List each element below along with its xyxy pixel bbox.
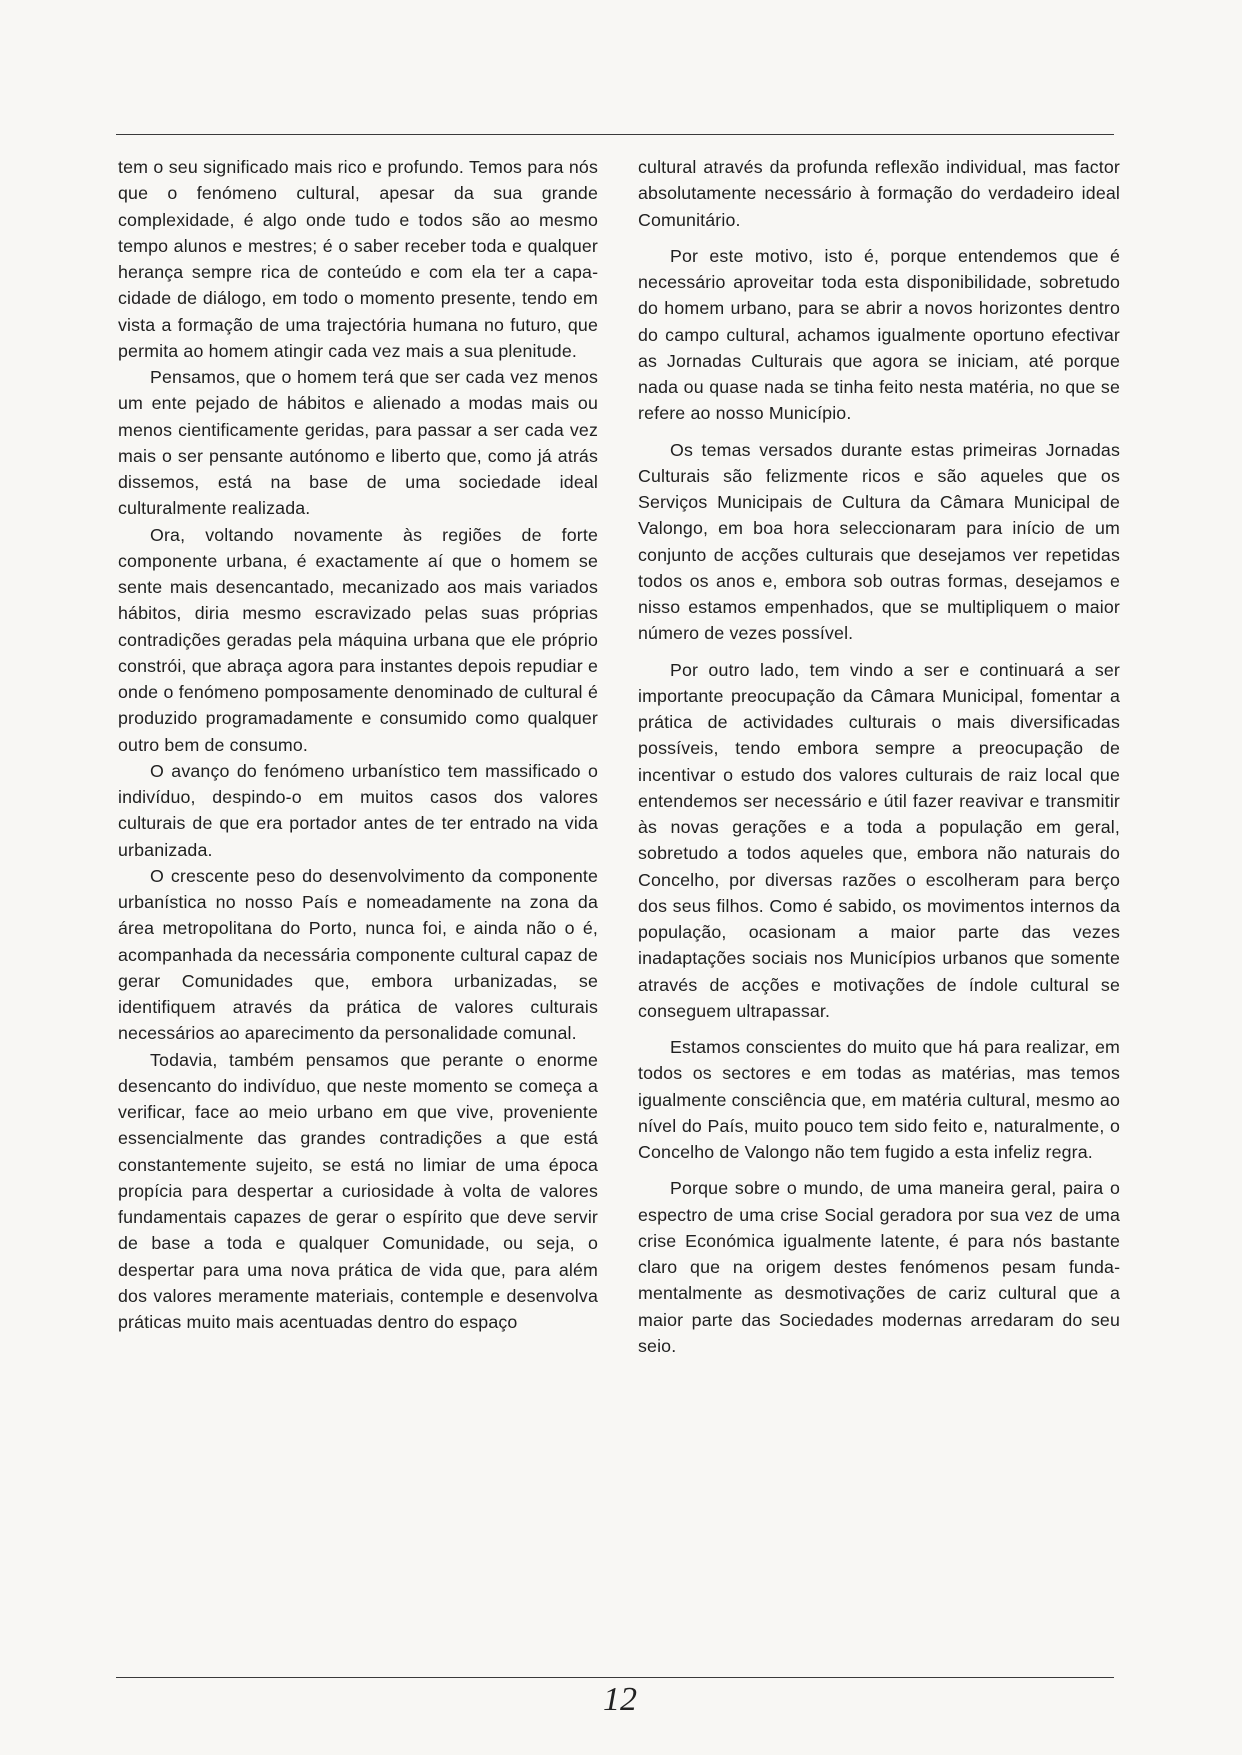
paragraph: Ora, voltando novamente às regiões de forte componente urbana, é exactamente aí que o homem se sente mais desencantado, mecanizado aos mais variados hábitos, diria mesmo escravizado pelas suas próprias contradições geradas pela máquina urbana que ele próprio constrói, que abraça agora para instantes depois repudiar e onde o fenómeno pomposamente denominado de cultural é produzido programadamente e consumido como qualquer outro bem de consumo.	[118, 524, 598, 755]
paragraph: Porque sobre o mundo, de uma maneira geral, paira o espectro de uma crise Social geradora por sua vez de uma crise Económica igualmente latente, é para nós bastante claro que na origem destes fenómenos pesam fundamentalmente as desmotivações de cariz cultural que a maior parte das Sociedades modernas arredaram do seu seio.	[638, 1178, 1120, 1356]
page-number: 12	[603, 1681, 637, 1718]
paragraph: Todavia, também pensamos que perante o enorme desencanto do indivíduo, que neste momento se começa a verificar, face ao meio urbano em que vive, proveniente essencialmente das grandes contradições a que está constantemente sujeito, se está no limiar de uma época propícia para despertar a curiosidade à volta de valores fundamentais capazes de gerar o espírito que deve servir de base a toda e qualquer Comunidade, ou seja, o despertar para uma nova prática de vida que, para além dos valores meramente materiais, contemple e desenvolva práticas muito mais acentuadas dentro do espaço	[118, 1049, 598, 1332]
top-rule	[116, 134, 1114, 135]
paragraph: Por este motivo, isto é, porque entendemos que é necessário aproveitar toda esta disponibilidade, sobretudo do homem urbano, para se abrir a novos horizontes dentro do campo cultural, achamos igualmente oportuno efectivar as Jornadas Culturais que agora se iniciam, até porque nada ou quase nada se tinha feito nesta matéria, no que se refere ao nosso Município.	[638, 245, 1120, 424]
paragraph: Por outro lado, tem vindo a ser e continuará a ser importante preocupação da Câmara Municipal, fomentar a prática de actividades culturais o mais diversificadas possíveis, tendo embora sempre a preocupação de incentivar o estudo dos valores culturais de raiz local que entendemos ser necessário e útil fazer reavivar e transmitir às novas gerações e a toda a população em geral, sobretudo a todos aqueles que, embora não naturais do Concelho, por diversas razões o escolheram para berço dos seus filhos. Como é sabido, os movimentos internos da população, ocasionam a maior parte das vezes inadaptações sociais nos Municípios urbanos que somente através de acções e motivações de índole cultural se conseguem ultrapassar.	[638, 659, 1120, 1021]
paragraph: O crescente peso do desenvolvimento da componente urbanística no nosso País e nomeadamente na zona da área metropolitana do Porto, nunca foi, e ainda não o é, acompanhada da necessária componente cultural capaz de gerar Comunidades que, embora urbanizadas, se identifiquem através da prática de valores culturais necessários ao aparecimento da personalidade comunal.	[118, 865, 598, 1044]
paragraph: O avanço do fenómeno urbanístico tem massificado o indivíduo, despindo-o em muitos casos dos valores culturais de que era portador antes de ter entrado na vida urbanizada.	[118, 760, 598, 860]
right-column	[638, 154, 1120, 1359]
left-column	[118, 154, 598, 1335]
paragraph: cultural através da profunda reflexão individual, mas factor absolutamente necessário à formação do verdadeiro ideal Comunitário.	[638, 157, 1120, 230]
paragraph: Os temas versados durante estas primeiras Jornadas Culturais são felizmente ricos e são aqueles que os Serviços Municipais de Cultura da Câmara Municipal de Valongo, em boa hora seleccionaram para início de um conjunto de acções culturais que desejamos ver repetidas todos os anos e, embora sob outras formas, desejamos e nisso estamos empenhados, que se multipliquem o maior número de vezes possível.	[638, 439, 1120, 644]
paragraph: Pensamos, que o homem terá que ser cada vez menos um ente pejado de hábitos e alienado a modas mais ou menos cientificamente geridas, para passar a ser cada vez mais o ser pensante autónomo e liberto que, como já atrás dissemos, está na base de uma sociedade ideal culturalmente realizada.	[118, 367, 598, 519]
paragraph: Estamos conscientes do muito que há para realizar, em todos os sectores e em todas as matérias, mas temos igualmente consciência que, em matéria cultural, mesmo ao nível do País, muito pouco tem sido feito e, naturalmente, o Concelho de Valongo não tem fugido a esta infeliz regra.	[638, 1037, 1120, 1162]
paragraph: tem o seu significado mais rico e profundo. Temos para nós que o fenómeno cultural, apesar da sua grande complexidade, é algo onde tudo e todos são ao mesmo tempo alunos e mestres; é o saber receber toda e qualquer herança sempre rica de conteúdo e com ela ter a capacidade de diálogo, em todo o momento presente, tendo em vista a formação de uma trajectória humana no futuro, que permita ao homem atingir cada vez mais a sua plenitude.	[118, 157, 598, 361]
bottom-rule	[116, 1677, 1114, 1678]
